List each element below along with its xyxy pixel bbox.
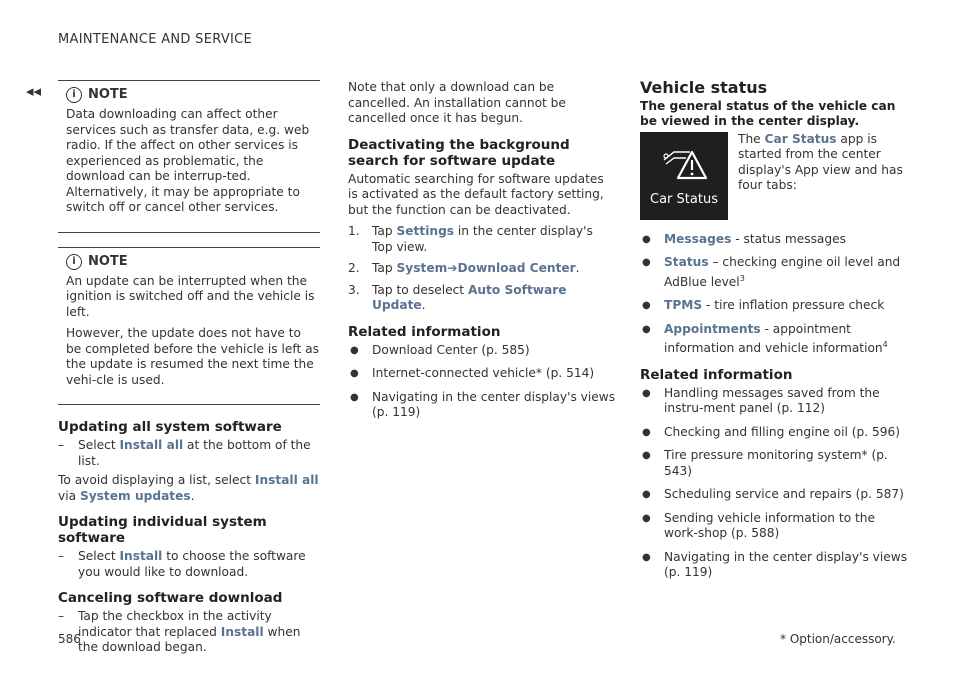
back-arrows-icon[interactable]: ◂◂ bbox=[26, 82, 42, 100]
step-text: Tap Settings in the center display's Top view. bbox=[372, 224, 593, 254]
bullet-icon: ● bbox=[642, 257, 651, 268]
install-all-label: Install all bbox=[119, 438, 184, 452]
updating-all-heading: Updating all system software bbox=[58, 419, 282, 435]
note-heading bbox=[66, 254, 320, 270]
warning-car-icon bbox=[640, 138, 728, 198]
bullet-icon: ● bbox=[350, 344, 359, 356]
bullet-icon: ● bbox=[642, 323, 651, 335]
related-link[interactable]: ● Handling messages saved from the instru-ment panel (p. 112) bbox=[642, 385, 880, 416]
note-box-1 bbox=[58, 80, 320, 233]
tab-item: ● Appointments - appointment information and vehicle information$^4$ bbox=[642, 321, 888, 356]
install-label: Install bbox=[119, 549, 163, 563]
column-3 bbox=[640, 80, 910, 589]
car-status-app-icon bbox=[640, 132, 728, 220]
related-link[interactable]: ● Navigating in the center display's views (p. 119) bbox=[642, 549, 908, 580]
canceling-heading: Canceling software download bbox=[58, 590, 283, 606]
related-link[interactable]: ● Scheduling service and repairs (p. 587) bbox=[642, 487, 904, 502]
dash-marker: – bbox=[58, 549, 65, 563]
tab-name: Status bbox=[664, 255, 709, 269]
step-number: 3. bbox=[348, 282, 360, 297]
section-header: MAINTENANCE AND SERVICE bbox=[58, 32, 253, 47]
info-icon: i bbox=[66, 254, 82, 270]
step-text: Tap the checkbox in the activity indicator that replaced Install when the download began. bbox=[78, 609, 301, 654]
related-link[interactable]: ● Internet-connected vehicle* (p. 514) bbox=[350, 366, 595, 380]
step-text: Tap System➔Download Center. bbox=[372, 261, 580, 275]
deactivate-text: Automatic searching for software updates is activated as the default factory setting, but the function can be deactivated. bbox=[348, 171, 604, 217]
dash-marker: – bbox=[58, 609, 65, 623]
note-title: NOTE bbox=[88, 87, 128, 103]
bullet-icon: ● bbox=[350, 368, 359, 379]
related-link[interactable]: ● Checking and filling engine oil (p. 596) bbox=[642, 424, 900, 439]
bullet-icon: ● bbox=[350, 391, 359, 403]
tab-item: ● TPMS - tire inflation pressure check bbox=[642, 298, 885, 313]
install-all-label: Install all bbox=[254, 473, 319, 487]
step-text: Tap to deselect Auto Software Update. bbox=[372, 282, 567, 312]
footnote-ref: 3 bbox=[739, 273, 745, 283]
step-item bbox=[348, 261, 616, 277]
bullet-icon: ● bbox=[642, 300, 651, 312]
bullet-icon: ● bbox=[642, 426, 651, 438]
canceling-step bbox=[58, 609, 320, 656]
column-2 bbox=[348, 80, 616, 429]
bullet-icon: ● bbox=[642, 233, 651, 245]
vehicle-status-subheading: The general status of the vehicle can be viewed in the center display. bbox=[640, 98, 896, 128]
deactivate-heading: Deactivating the background search for software update bbox=[348, 136, 570, 169]
page-number: 586 bbox=[58, 632, 81, 646]
dash-marker: – bbox=[58, 438, 65, 452]
cancel-intro: Note that only a download can be cancelled. An installation cannot be cancelled once it has begun. bbox=[348, 80, 566, 125]
settings-label: Settings bbox=[396, 224, 455, 238]
related-link[interactable]: ● Sending vehicle information to the work-shop (p. 588) bbox=[642, 510, 876, 541]
note-box-2 bbox=[58, 247, 320, 406]
bullet-icon: ● bbox=[642, 450, 651, 462]
step-item bbox=[348, 283, 616, 314]
tab-item: ● Messages - status messages bbox=[642, 231, 846, 246]
download-center-label: Download Center bbox=[457, 261, 576, 275]
note-text: However, the update does not have to be completed before the vehicle is left as the update is resumed the next time the vehi-cle is used. bbox=[66, 326, 319, 387]
step-item bbox=[348, 224, 616, 255]
vehicle-status-heading: Vehicle status bbox=[640, 78, 768, 97]
system-updates-label: System updates bbox=[79, 488, 191, 503]
related-link[interactable]: ● Download Center (p. 585) bbox=[350, 342, 530, 357]
related-link[interactable]: ● Navigating in the center display's views (p. 119) bbox=[350, 389, 616, 419]
info-icon: i bbox=[66, 87, 82, 103]
note-heading bbox=[66, 87, 320, 103]
updating-individual-step bbox=[58, 549, 320, 580]
car-status-intro: The Car Status app is started from the center display's App view and has four tabs: bbox=[738, 131, 903, 192]
step-number: 2. bbox=[348, 261, 360, 275]
step-text: Select Install all at the bottom of the list. bbox=[78, 438, 311, 468]
step-number: 1. bbox=[348, 224, 360, 238]
updating-all-paragraph: To avoid displaying a list, select Install all via System updates. bbox=[58, 473, 319, 503]
bullet-icon: ● bbox=[642, 551, 651, 563]
system-label: System bbox=[396, 261, 448, 275]
footnote-ref: 4 bbox=[882, 340, 888, 350]
app-label: Car Status bbox=[650, 192, 718, 207]
note-text: An update can be interrupted when the ignition is switched off and the vehicle is left. bbox=[66, 273, 315, 319]
note-text: Data downloading can affect other services such as transfer data, e.g. web radio. If the affect on other services is experienced as problematic, the download can be interrup-ted. Alternatively, it may be appropriate to switch off or cancel other services. bbox=[66, 107, 310, 214]
tab-name: Messages bbox=[664, 231, 732, 246]
tab-name: Appointments bbox=[664, 321, 761, 336]
related-heading: Related information bbox=[640, 366, 793, 383]
footnote: * Option/accessory. bbox=[780, 632, 896, 646]
bullet-icon: ● bbox=[642, 387, 651, 399]
updating-individual-heading: Updating individual system software bbox=[58, 514, 267, 546]
tab-item: ● Status – checking engine oil level and AdBlue level$^3$ bbox=[642, 255, 901, 289]
updating-all-step bbox=[58, 438, 320, 469]
related-link[interactable]: ● Tire pressure monitoring system* (p. 543) bbox=[642, 448, 888, 478]
note-title: NOTE bbox=[88, 253, 128, 269]
auto-software-update-label: Auto Software Update bbox=[372, 282, 567, 312]
car-status-label: Car Status bbox=[764, 131, 837, 146]
bullet-icon: ● bbox=[642, 512, 651, 524]
step-text: Select Install to choose the software you would like to download. bbox=[78, 549, 306, 579]
arrow-right-icon: ➔ bbox=[447, 261, 458, 275]
bullet-icon: ● bbox=[642, 489, 651, 501]
tab-name: TPMS bbox=[664, 298, 703, 313]
install-label: Install bbox=[220, 624, 264, 639]
related-heading: Related information bbox=[348, 323, 501, 340]
column-1 bbox=[58, 80, 320, 660]
